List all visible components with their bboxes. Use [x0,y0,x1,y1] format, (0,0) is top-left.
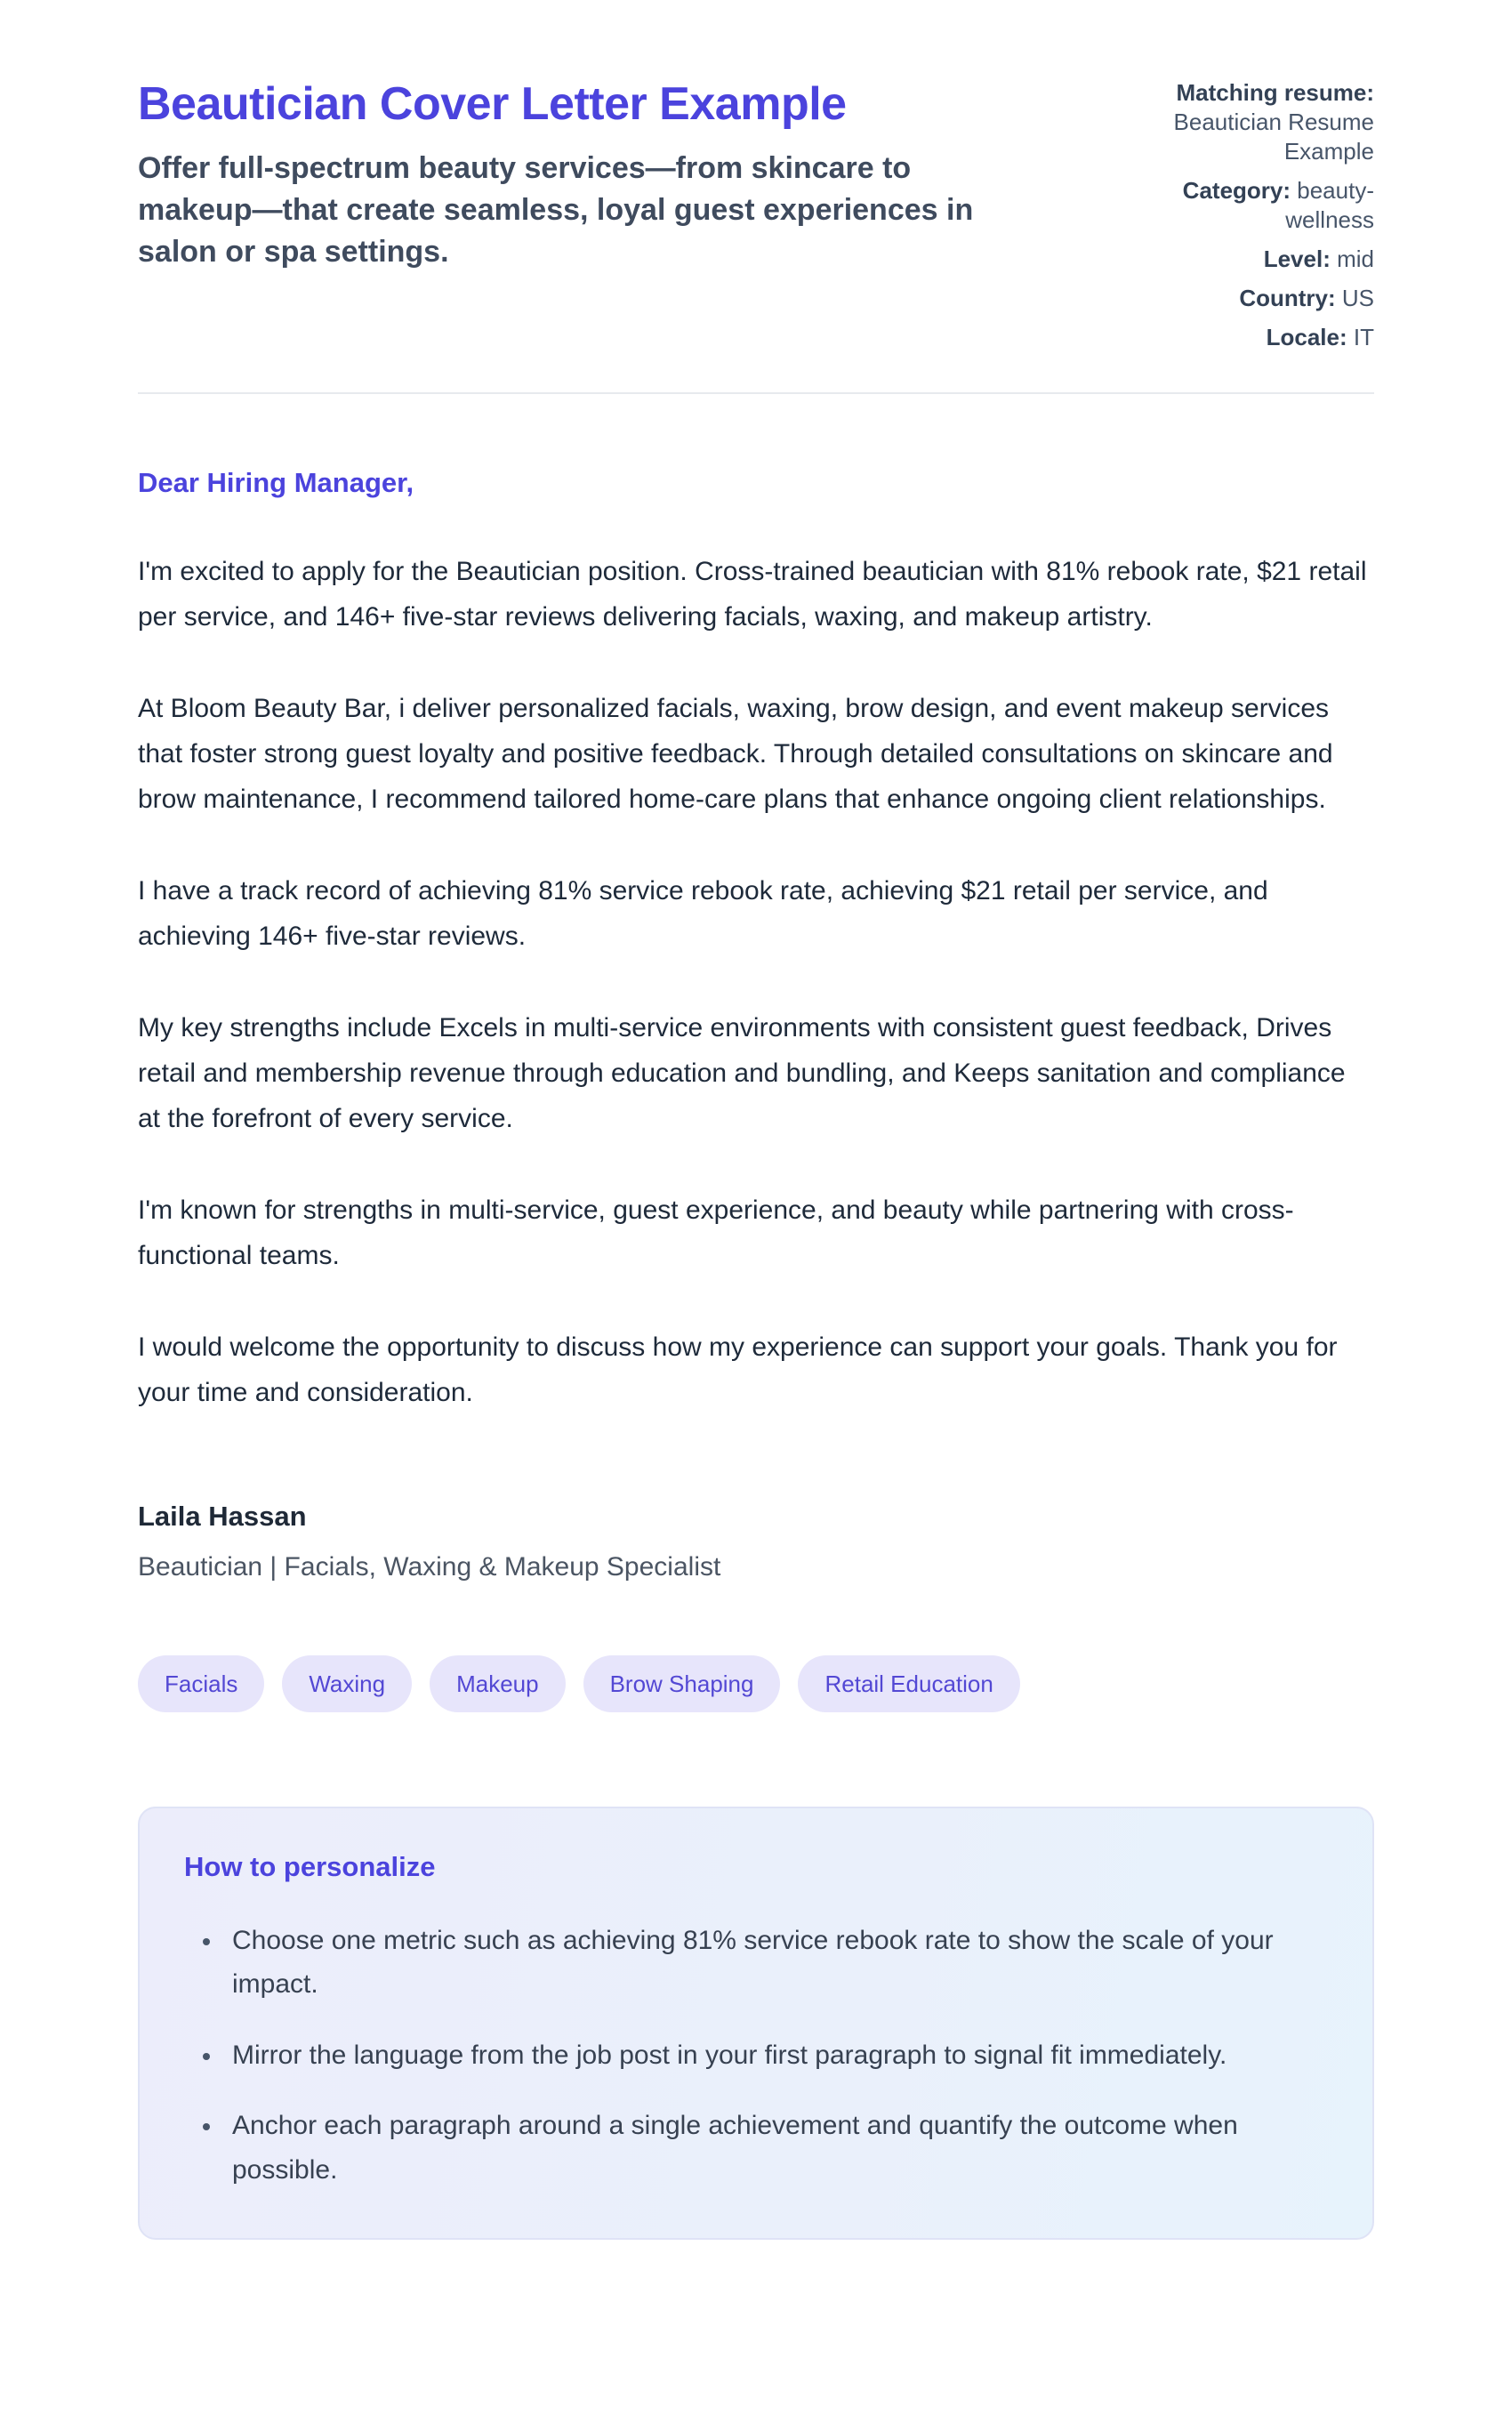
meta-label: Country: [1239,285,1336,312]
meta-item-level [1161,245,1374,274]
signature-role: Beautician | Facials, Waxing & Makeup Specialist [138,1551,721,1582]
meta-label: Locale: [1266,324,1347,351]
letter-body [138,463,1374,1582]
letter-paragraph-1: I'm excited to apply for the Beautician position. Cross-trained beautician with 81% rebook rate, $21 retail per service, and 146+ five-star reviews delivering facials, waxing, and makeup artistry. [138,556,1367,632]
greeting: Dear Hiring Manager, [138,467,414,499]
personalize-tip-3: • Anchor each paragraph around a single achievement and quantify the outcome when possible. [223,2104,1328,2192]
header-left [138,78,1027,273]
tag-chip-waxing[interactable]: Waxing [282,1655,412,1712]
meta-item-category [1161,176,1374,235]
meta-label: Category: [1182,177,1291,205]
meta-value: beauty-wellness [1285,177,1374,234]
personalize-tip-2: • Mirror the language from the job post in your first paragraph to signal fit immediately. [223,2033,1328,2078]
letter-paragraph-2: At Bloom Beauty Bar, i deliver personalized facials, waxing, brow design, and event makeup services that foster strong guest loyalty and positive feedback. Through detailed consultations on skincare and brow maintenance, I recommend tailored home-care plans that enhance ongoing client relationships. [138,693,1333,814]
letter-paragraph-3: I have a track record of achieving 81% service rebook rate, achieving $21 retail per service, and achieving 146+ five-star reviews. [138,875,1268,951]
meta-item-locale [1161,323,1374,352]
meta-value: US [1341,285,1374,312]
meta-value: Beautician Resume Example [1173,109,1374,165]
meta-value: IT [1353,324,1374,351]
header [138,78,1374,362]
signature-name: Laila Hassan [138,1500,307,1532]
personalize-title: How to personalize [184,1850,436,1882]
meta-panel [1161,78,1374,362]
letter-paragraph-6: I would welcome the opportunity to discuss how my experience can support your goals. Thank you for your time and consideration. [138,1332,1338,1407]
tag-chip-brow-shaping[interactable]: Brow Shaping [583,1655,781,1712]
header-divider [138,392,1374,394]
meta-item-country [1161,284,1374,313]
personalize-tip-1: • Choose one metric such as achieving 81% service rebook rate to show the scale of your impact. [223,1919,1328,2007]
page-title: Beautician Cover Letter Example [138,78,847,130]
meta-label: Level: [1263,246,1331,273]
personalize-card [138,1807,1374,2241]
meta-value: mid [1337,246,1374,273]
page-subtitle: Offer full-spectrum beauty services—from skincare to makeup—that create seamless, loyal guest experiences in salon or spa settings. [138,150,974,269]
tag-chip-retail-education[interactable]: Retail Education [798,1655,1019,1712]
letter-paragraph-4: My key strengths include Excels in multi-service environments with consistent guest feedback, Drives retail and membership revenue through education and bundling, and Keeps sanitation and compliance at the forefront of every service. [138,1012,1346,1133]
letter-paragraph-5: I'm known for strengths in multi-service, guest experience, and beauty while partnering with cross-functional teams. [138,1195,1294,1270]
tag-chip-facials[interactable]: Facials [138,1655,264,1712]
tag-chip-makeup[interactable]: Makeup [430,1655,566,1712]
meta-label: Matching resume: [1176,79,1374,106]
personalize-tip-list [184,1919,1328,2193]
tag-list [138,1655,1374,1712]
meta-item-matching-resume [1161,78,1374,166]
